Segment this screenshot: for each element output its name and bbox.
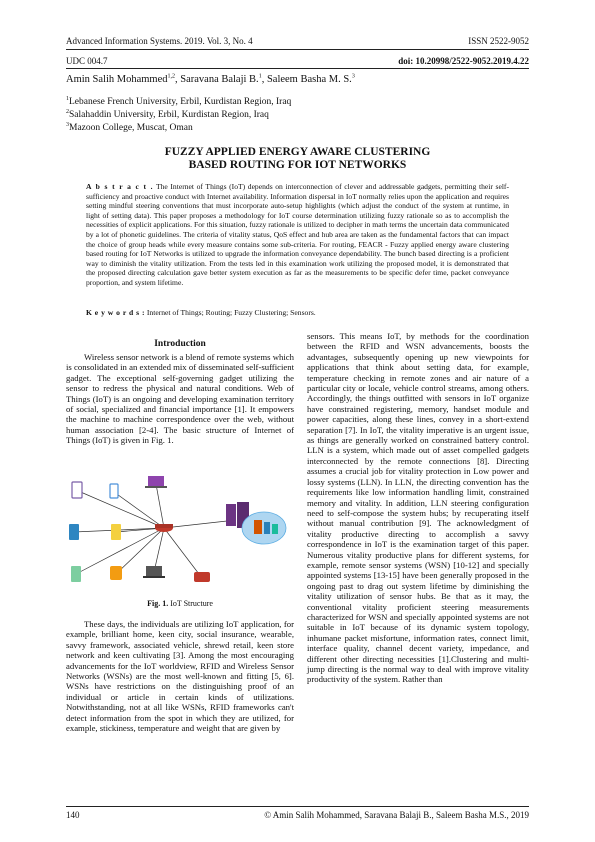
doi[interactable]: doi: 10.20998/2522-9052.2019.4.22: [398, 56, 529, 66]
author-name: Saleem Basha M. S.: [266, 74, 352, 85]
abstract: [86, 182, 509, 288]
author-name: Saravana Balaji B.: [180, 74, 259, 85]
journal-name: Advanced Information Systems. 2019. Vol. 3, No. 4: [66, 36, 253, 46]
laptop-icon: [143, 566, 165, 578]
udc-rule: [66, 68, 529, 69]
issn: ISSN 2522-9052: [468, 36, 529, 46]
affiliation: $^1$Lebanese French University, Erbil, Kurdistan Region, Iraq: [66, 95, 292, 107]
phone-icon: [111, 524, 121, 540]
udc-code: UDC 004.7: [66, 56, 108, 66]
keywords-label: K e y w o r d s :: [86, 308, 145, 317]
affiliation: $^3$Mazoon College, Muscat, Oman: [66, 121, 193, 133]
running-header: [66, 36, 529, 46]
abstract-text: The Internet of Things (IoT) depends on interconnection of clever and addressable gadgets, permitting their self-sufficiency and proactive conduct with Internet availability. Information dispersal in IoT normally relies upon the application and requires setting mindful steering conventions that must incorporate auto-setup highlights (which adjust the conduct of the system at runtime, in light of setting data). This paper proposes a methodology for IoT course determination utilizing fuzzy rationale so as to accomplish the necessities of explicit applications. For this situation, fuzzy rationale is utilized to decipher in math terms the uncertain data communicated by a lot of phonetic guidelines. The criteria of vitality status, QoS effect and hub area are taken as the fundamental factors that can impact the choice of group heads while every measure contains some sub-criteria. For routing, FEACR - Fuzzy applied energy aware clustering based routing for IoT Networks is utilized to upgrade the information conveyance dependability. The bunch based directing is a proficient way to diminish the vitality utilization. From the tests led in this examination work utilizing the proposed model, it is demonstrated that the proposed directing calculation gave better system execution as far as the measurements to be specific defer time, packet conveyance proportion, and system lifetime.: [86, 182, 509, 287]
smartphone-icon: [71, 566, 81, 582]
paragraph: sensors. This means IoT, by methods for the coordination between the RFID and WSN advancements, boosts the advantages, subsequently opening up new viewpoints for applications that think about setting data, for example, temperature checking in remote zones and air nature of a particular city or locale, vehicle control streams, among others. Accordingly, the things outfitted with sensors in IoT organize have constrained registering, memory, handset module and power capacities, along these lines, convey in a short-extend separation [7]. In IoT, the vitality imperative is an urgent issue, as things are generally worked on constrained battery control. LLN is a system, which made out of asset compelled gadgets interconnected by the remote connections [8]. Directing assumes a crucial job for vitality protection in Low power and lossy systems (LLN). In LLN, the directing convention has the requirements like low information handling limit, constrained memory and vitality. In addition, LLN steering configuration need to self-compose the system hubs; by recuperating itself without manual contribution [9]. The acknowledgment of vitality productive directing to accomplish a savvy correspondence in IoT is the examination target of this paper. Numerous vitality productive plans for different systems, for example, remote sensor systems (WSN) [10-12] and specially appointed systems [13-15] have been generally proposed in the ongoing past to drag out system lifetime by diminishing the vitality utilization of sensor hubs. Be that as it may, the conventional vitality proficient steering measurements characterized for WSN and specially appointed systems are not suitable in IoT because of its dynamic system topology, inhumane packet misfortune, information rates, connect limit, interface quality, channel decent variety, impedance, and different other directing necessities [1].Clustering and multi-jump directing is the normal way to deal with improve vitality productivity of the system. Rather than: [307, 331, 529, 685]
abstract-label: A b s t r a c t .: [86, 182, 154, 191]
iot-network-diagram: [66, 462, 294, 592]
author-list: Amin Salih Mohammed$^{1,2}$, Saravana Balaji B.$^1$, Saleem Basha M. S.$^3$: [66, 73, 355, 85]
iot-structure-figure: [66, 462, 294, 592]
copyright: © Amin Salih Mohammed, Saravana Balaji B., Saleem Basha M.S., 2019: [264, 810, 529, 820]
laptop-icon: [145, 476, 167, 488]
keywords: [86, 308, 509, 317]
page-number: 140: [66, 810, 80, 820]
paper-title: FUZZY APPLIED ENERGY AWARE CLUSTERING BASED ROUTING FOR IOT NETWORKS: [164, 146, 431, 171]
paragraph: These days, the individuals are utilizing IoT application, for example, brilliant home, keen city, social insurance, wearable, savvy framework, associated vehicle, shrewd retail, keen store network and keen cultivating [3]. Among the most encouraging advancements for the IoT worldview, RFID and Wireless Sensor Networks (WSNs) are the most well-known and fitting [5, 6]. WSNs have restrictions on the distinguishing proof of an individual or article in certain kinds of utilizations. Notwithstanding, not at all like WSNs, RFID frameworks can't detect information from the spot in which they are utilized, for example, stickiness, temperature and weight that are given by: [66, 619, 294, 734]
phone-icon: [110, 484, 118, 498]
phone-icon: [69, 524, 79, 540]
keywords-text: Internet of Things; Routing; Fuzzy Clustering; Sensors.: [146, 308, 316, 317]
udc-doi-line: [66, 56, 529, 66]
author-name: Amin Salih Mohammed: [66, 74, 168, 85]
footer-rule: [66, 806, 529, 807]
tablet-icon: [72, 482, 82, 498]
affiliations: [66, 96, 291, 135]
affiliation: $^2$Salahaddin University, Erbil, Kurdistan Region, Iraq: [66, 108, 269, 120]
section-heading: Introduction: [154, 339, 206, 349]
router-icon: [155, 524, 173, 532]
handset-icon: [110, 566, 122, 580]
header-rule: [66, 49, 529, 50]
telephone-icon: [194, 572, 210, 582]
paragraph: Wireless sensor network is a blend of remote systems which is consolidated in an extended mix of disseminated self-sufficient gadget. The exceptional self-governing gadget utilizing the sensor to redress the physical and natural conditions. Web of Things (IoT) is an ongoing and developing examination territory of social, specialized and financial importance [1]. It empowers the machine to machine correspondence over the web, without human association [2-4]. The basic structure of Internet of Things (IoT) is given in Fig. 1.: [66, 352, 294, 446]
figure-caption: Fig. 1. IoT Structure: [147, 599, 213, 608]
